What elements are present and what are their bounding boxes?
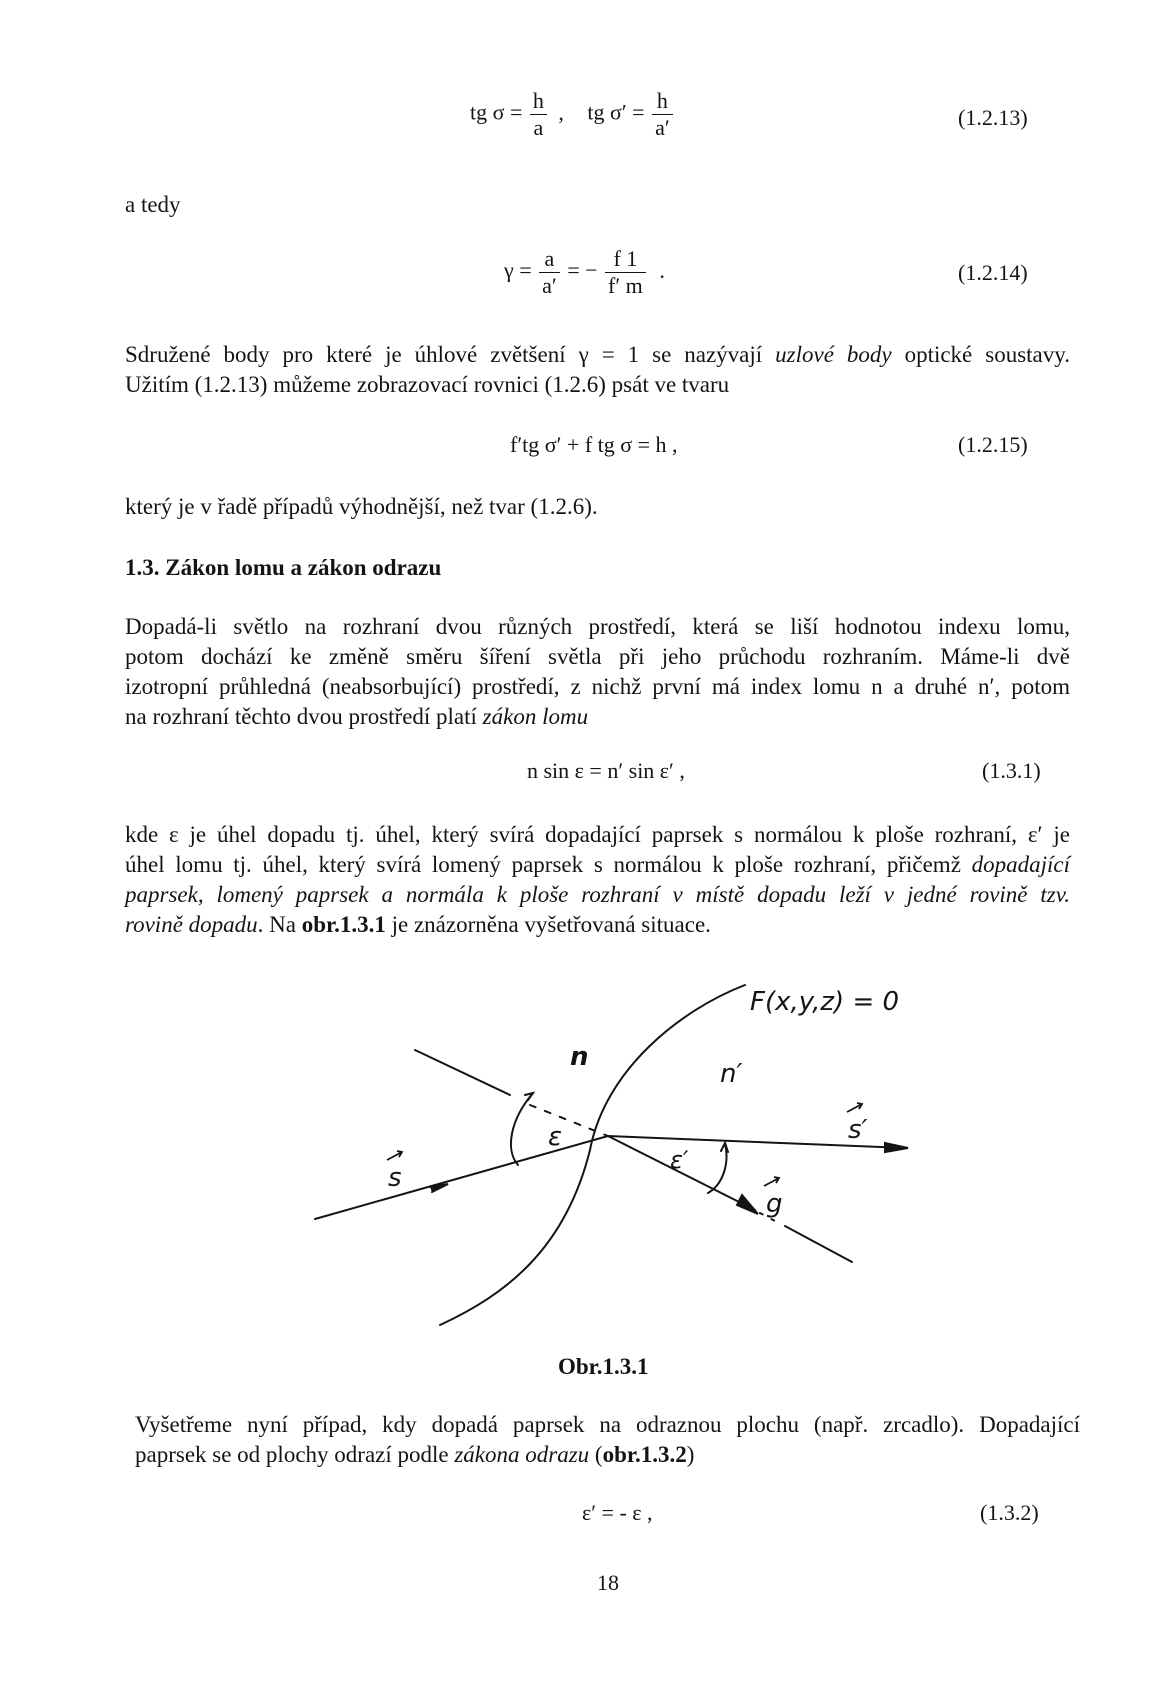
incident-vector-label: s (388, 1163, 402, 1193)
equation-number: (1.3.2) (980, 1500, 1039, 1525)
eq-separator: , (558, 99, 564, 125)
angle-epsilon-label: ε (548, 1122, 563, 1152)
eq-lhs: tg σ′ = (587, 99, 645, 125)
normal-vector-label: g (766, 1189, 783, 1219)
text-line: úhel lomu tj. úhel, který svírá lomený paprsek s normálou k ploše rozhraní, přičemž dopadající (125, 852, 1070, 877)
numerator: a (544, 246, 555, 271)
interface-surface-curve (440, 985, 745, 1325)
normal-arrowhead (737, 1195, 758, 1214)
section-heading: 1.3. Zákon lomu a zákon odrazu (125, 555, 442, 580)
text-line: Vyšetřeme nyní případ, kdy dopadá paprsek na odraznou plochu (např. zrcadlo). Dopadající (135, 1412, 1080, 1437)
text-line: rovině dopadu. Na obr.1.3.1 je znázorněna vyšetřovaná situace. (125, 912, 711, 937)
text-line: Sdružené body pro které je úhlové zvětšení γ = 1 se nazývají uzlové body optické soustavy. (125, 342, 1070, 367)
normal-line-dashed (530, 1105, 608, 1136)
equation-1-2-15: f′tg σ′ + f tg σ = h , (510, 432, 678, 457)
normal-line-lower (785, 1226, 852, 1262)
equation-number: (1.2.15) (958, 432, 1028, 457)
eq-tail: . (659, 257, 665, 283)
denominator: a′ (539, 272, 560, 299)
text-line: Dopadá-li světlo na rozhraní dvou různých prostředí, která se liší hodnotou indexu lomu, (125, 614, 1070, 639)
denominator: a (530, 114, 547, 141)
refracted-vector-label: s′ (848, 1115, 868, 1145)
vector-arrow-mark (764, 1177, 779, 1186)
refracted-ray-arrowhead (885, 1143, 908, 1152)
page-number: 18 (597, 1570, 619, 1595)
surface-label: F(x,y,z) = 0 (750, 987, 900, 1017)
paragraph (135, 1410, 1080, 1470)
equation-number: (1.3.1) (982, 758, 1041, 783)
equation-1-3-1: n sin ε = n′ sin ε′ , (527, 758, 685, 783)
vector-arrow-mark (387, 1151, 402, 1160)
text-line: izotropní průhledná (neabsorbující) prostředí, z nichž první má index lomu n a druhé n′, potom (125, 674, 1070, 699)
numerator: h (532, 88, 544, 113)
angle-arc-epsilon-prime-arrow (721, 1143, 728, 1152)
incident-ray (315, 1136, 608, 1219)
text-line: na rozhraní těchto dvou prostředí platí zákon lomu (125, 704, 589, 729)
equation-number: (1.2.14) (958, 260, 1028, 285)
eq-mid: = − (567, 257, 598, 283)
equation-1-3-2: ε′ = - ε , (582, 1500, 653, 1525)
numerator: f 1 (613, 246, 638, 271)
text-line: potom dochází ke změně směru šíření světla při jeho průchodu rozhraním. Máme-li dvě (125, 644, 1070, 669)
text-line: Užitím (1.2.13) můžeme zobrazovací rovnici (1.2.6) psát ve tvaru (125, 372, 730, 397)
denominator: a′ (652, 114, 673, 141)
medium-n-prime-label: n′ (720, 1059, 743, 1089)
text-line: kde ε je úhel dopadu tj. úhel, který svírá dopadající paprsek s normálou k ploše rozhraní, ε′ je (125, 822, 1070, 847)
denominator: f′ m (605, 272, 646, 299)
angle-arc-epsilon-prime (708, 1143, 726, 1193)
text-line: paprsek, lomený paprsek a normála k ploše rozhraní v místě dopadu leží v jedné rovině tzv. (125, 882, 1070, 907)
normal-line (415, 1050, 510, 1095)
eq-lhs: γ = (504, 257, 532, 283)
medium-n-label: n (570, 1042, 589, 1072)
eq-lhs: tg σ = (470, 99, 523, 125)
angle-epsilon-prime-label: ε′ (670, 1146, 689, 1174)
figure-caption: Obr.1.3.1 (558, 1354, 649, 1379)
numerator: h (656, 88, 668, 113)
text-line: paprsek se od plochy odrazí podle zákona odrazu (obr.1.3.2) (135, 1442, 695, 1467)
paragraph: který je v řadě případů výhodnější, než tvar (1.2.6). (125, 494, 598, 519)
equation-number: (1.2.13) (958, 105, 1028, 130)
angle-arc-epsilon (511, 1093, 533, 1165)
vector-arrow-mark (847, 1103, 862, 1112)
text-a-tedy: a tedy (125, 192, 181, 217)
